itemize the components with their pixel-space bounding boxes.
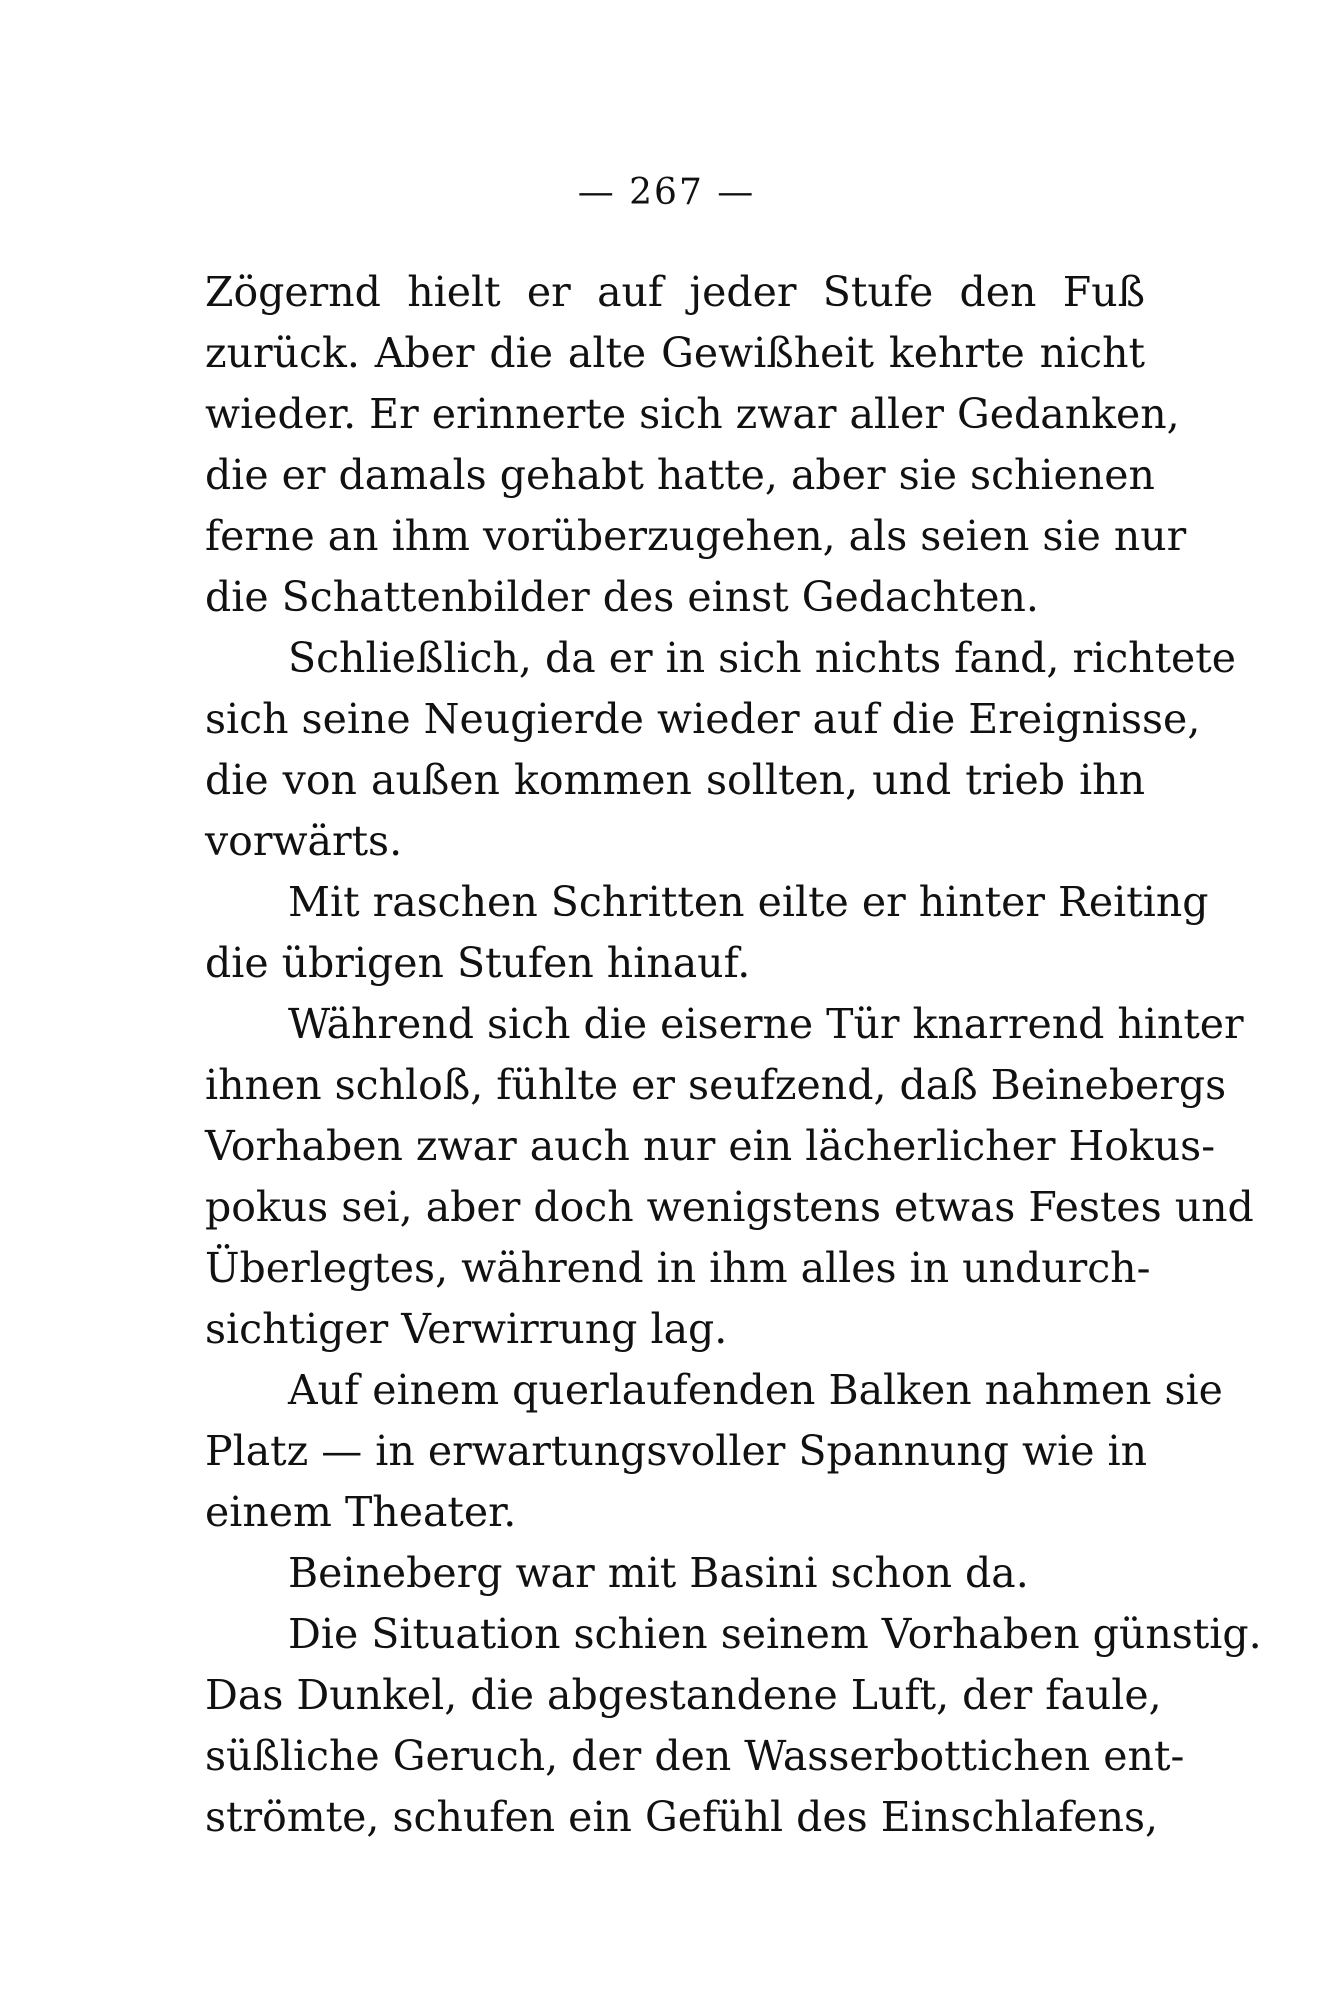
text-line: ihnen schloß, fühlte er seufzend, daß Beinebergs <box>205 1061 1227 1109</box>
text-line: die übrigen Stufen hinauf. <box>205 939 751 987</box>
paragraph <box>205 994 1254 1360</box>
text-line: ferne an ihm vorüberzugehen, als seien sie nur <box>205 512 1187 560</box>
text-line: pokus sei, aber doch wenigstens etwas Festes und <box>205 1183 1254 1231</box>
paragraph <box>205 628 1237 872</box>
text-line: Zögernd hielt er auf jeder Stufe den Fuß <box>205 268 1145 316</box>
text-line: einem Theater. <box>205 1488 517 1536</box>
paragraph <box>205 262 1187 628</box>
text-line: Auf einem querlaufenden Balken nahmen sie <box>288 1366 1223 1414</box>
text-line: strömte, schufen ein Gefühl des Einschlafens, <box>205 1793 1159 1841</box>
text-line: die Schattenbilder des einst Gedachten. <box>205 573 1039 621</box>
text-line: Schließlich, da er in sich nichts fand, richtete <box>288 634 1237 682</box>
paragraph <box>205 1604 1262 1848</box>
text-line: sich seine Neugierde wieder auf die Ereignisse, <box>205 695 1201 743</box>
paragraph <box>205 872 1209 994</box>
page-number: — 267 — <box>577 172 756 213</box>
text-line: vorwärts. <box>205 817 403 865</box>
body-text <box>205 262 1262 1848</box>
text-line: süßliche Geruch, der den Wasserbottichen ent- <box>205 1732 1185 1780</box>
text-line: die er damals gehabt hatte, aber sie schienen <box>205 451 1155 499</box>
text-line: die von außen kommen sollten, und trieb ihn <box>205 756 1145 804</box>
text-line: Die Situation schien seinem Vorhaben günstig. <box>288 1610 1262 1658</box>
text-line: Platz — in erwartungsvoller Spannung wie in <box>205 1427 1148 1475</box>
text-line: zurück. Aber die alte Gewißheit kehrte nicht <box>205 329 1145 377</box>
text-line: Mit raschen Schritten eilte er hinter Reiting <box>288 878 1209 926</box>
paragraph <box>205 1360 1223 1543</box>
text-line: Während sich die eiserne Tür knarrend hinter <box>288 1000 1244 1048</box>
text-line: Beineberg war mit Basini schon da. <box>288 1549 1029 1597</box>
text-line: Vorhaben zwar auch nur ein lächerlicher Hokus- <box>205 1122 1216 1170</box>
text-line: sichtiger Verwirrung lag. <box>205 1305 728 1353</box>
text-line: Das Dunkel, die abgestandene Luft, der faule, <box>205 1671 1162 1719</box>
text-line: Überlegtes, während in ihm alles in undurch- <box>205 1244 1151 1292</box>
paragraph <box>205 1543 1145 1604</box>
text-line: wieder. Er erinnerte sich zwar aller Gedanken, <box>205 390 1180 438</box>
